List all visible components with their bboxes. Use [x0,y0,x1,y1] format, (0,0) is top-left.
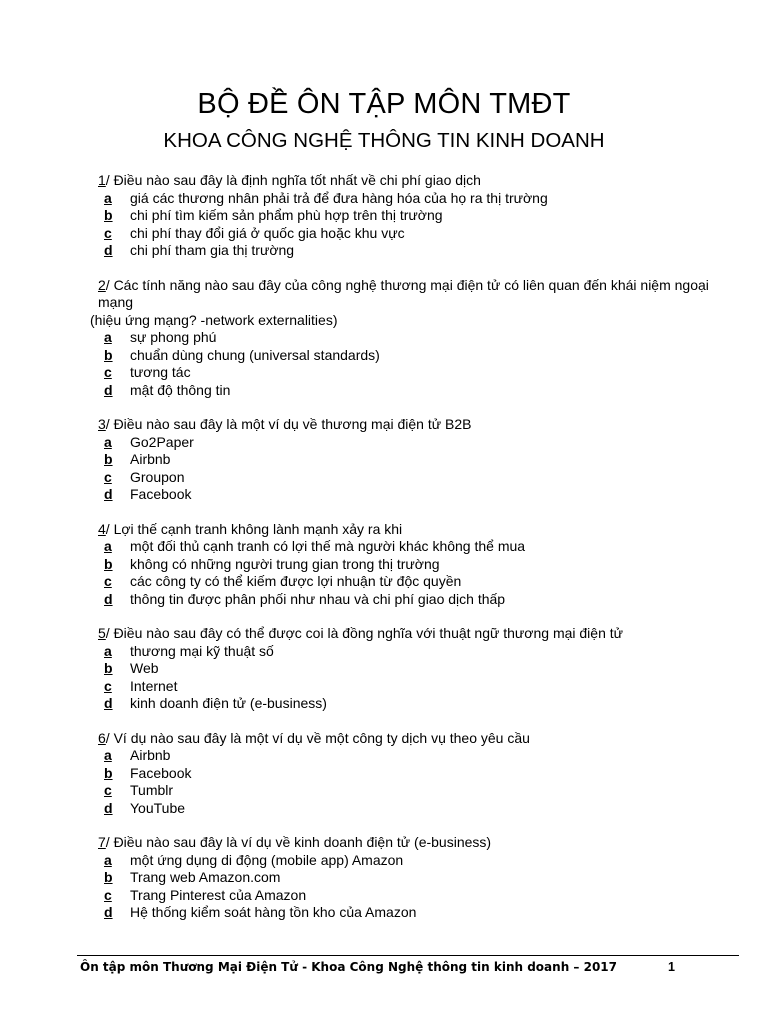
option-text: một đối thủ cạnh tranh có lợi thế mà người khác không thể mua [130,538,526,554]
document-subtitle: KHOA CÔNG NGHỆ THÔNG TIN KINH DOANH [163,129,605,152]
answer-option [90,695,730,713]
option-text: Hệ thống kiểm soát hàng tồn kho của Amazon [130,904,417,920]
question-prompt: / Lợi thế cạnh tranh không lành mạnh xảy ra khi [105,520,403,537]
question-text [90,277,730,312]
question-1 [90,172,730,260]
option-text: sự phong phú [130,329,217,345]
option-text: chuẩn dùng chung (universal standards) [130,346,380,363]
option-text: Airbnb [130,747,171,763]
answer-option [90,765,730,783]
option-text: không có những người trung gian trong thị trường [130,555,440,572]
page-number: 1 [668,960,675,974]
option-text: mật độ thông tin [130,381,231,398]
option-letter: c [104,364,112,380]
option-letter: a [104,433,112,450]
question-prompt: / Các tính năng nào sau đây của công nghệ thương mại điện tử có liên quan đến khái niệm ngoại mạng [98,276,709,310]
option-letter: c [104,224,112,241]
option-text: thương mại kỹ thuật số [130,642,274,659]
question-text [90,416,730,434]
answer-option [90,904,730,922]
option-letter: b [104,869,113,885]
option-letter: d [104,799,113,816]
option-text: kinh doanh điện tử (e-business) [130,695,327,711]
footer-text: Ôn tập môn Thương Mại Điện Tử - Khoa Công Nghệ thông tin kinh doanh – 2017 [80,960,617,974]
answer-option [90,800,730,818]
question-7 [90,834,730,922]
question-number: 6 [98,729,106,746]
answer-option [90,347,730,365]
answer-option [90,364,730,382]
option-letter: d [104,381,113,398]
option-letter: d [104,242,113,258]
option-text: tương tác [130,364,191,380]
option-text: Facebook [130,486,192,502]
answer-option [90,225,730,243]
answer-option [90,660,730,678]
option-text: Trang web Amazon.com [130,869,281,885]
option-text: các công ty có thể kiếm được lợi nhuận từ độc quyền [130,573,462,589]
document-title: BỘ ĐỀ ÔN TẬP MÔN TMĐT [197,88,571,120]
answer-option [90,782,730,800]
question-number: 5 [98,625,106,641]
question-list [90,172,730,939]
option-letter: d [104,590,113,607]
question-prompt: / Điều nào sau đây là một ví dụ về thương mại điện tử B2B [105,416,472,432]
question-6 [90,730,730,818]
question-text [90,625,730,643]
option-letter: b [104,555,113,572]
question-number: 2 [98,276,106,293]
option-letter: c [104,468,112,485]
option-letter: b [104,346,113,363]
answer-option [90,486,730,504]
question-5 [90,625,730,713]
option-text: Tumblr [130,782,174,798]
option-text: Web [130,660,159,676]
answer-option [90,451,730,469]
option-text: Airbnb [130,451,171,467]
answer-option [90,887,730,905]
answer-option [90,382,730,400]
question-text [90,172,730,190]
answer-option [90,538,730,556]
answer-option [90,207,730,225]
answer-option [90,678,730,696]
answer-option [90,643,730,661]
answer-option [90,329,730,347]
answer-option [90,190,730,208]
option-letter: b [104,451,113,467]
question-number: 7 [98,834,106,850]
answer-option [90,591,730,609]
option-text: Trang Pinterest của Amazon [130,886,307,903]
question-number: 4 [98,520,106,537]
option-letter: b [104,764,113,781]
option-text: YouTube [130,799,186,816]
option-letter: c [104,677,112,694]
answer-option [90,869,730,887]
option-letter: a [104,538,112,554]
question-prompt: / Điều nào sau đây là định nghĩa tốt nhất về chi phí giao dịch [105,172,481,188]
answer-option [90,747,730,765]
option-text: một ứng dụng di động (mobile app) Amazon [130,851,404,868]
option-letter: d [104,486,113,502]
question-4 [90,521,730,609]
question-number: 3 [98,416,106,432]
answer-option [90,852,730,870]
question-number: 1 [98,172,106,188]
option-letter: a [104,747,112,763]
option-text: chi phí tìm kiếm sản phẩm phù hợp trên thị trường [130,207,443,223]
option-letter: d [104,904,113,920]
option-text: Go2Paper [130,433,194,450]
question-prompt: / Điều nào sau đây là ví dụ về kinh doanh điện tử (e-business) [105,834,492,850]
option-text: Facebook [130,764,192,781]
option-text: giá các thương nhân phải trả để đưa hàng hóa của họ ra thị trường [130,189,548,206]
answer-option [90,556,730,574]
question-note: (hiệu ứng mạng? -network externalities) [90,311,338,328]
option-text: chi phí thay đổi giá ở quốc gia hoặc khu vực [130,224,405,241]
option-letter: c [104,782,112,798]
answer-option [90,434,730,452]
answer-option [90,469,730,487]
question-text [90,730,730,748]
option-letter: b [104,207,113,223]
option-letter: c [104,573,112,589]
question-prompt: / Điều nào sau đây có thể được coi là đồng nghĩa với thuật ngữ thương mại điện tử [105,625,624,641]
answer-option [90,573,730,591]
question-2 [90,277,730,400]
option-text: Groupon [130,468,185,485]
option-letter: b [104,660,113,676]
footer-divider [77,955,739,956]
option-letter: d [104,695,113,711]
option-text: chi phí tham gia thị trường [130,242,295,258]
option-letter: a [104,851,112,868]
option-letter: a [104,642,112,659]
question-text [90,521,730,539]
option-text: thông tin được phân phối như nhau và chi phí giao dịch thấp [130,590,506,607]
option-letter: c [104,886,112,903]
answer-option [90,242,730,260]
option-letter: a [104,189,112,206]
question-3 [90,416,730,504]
option-letter: a [104,329,112,345]
question-text [90,834,730,852]
question-prompt: / Ví dụ nào sau đây là một ví dụ về một công ty dịch vụ theo yêu cầu [105,729,530,746]
option-text: Internet [130,677,178,694]
